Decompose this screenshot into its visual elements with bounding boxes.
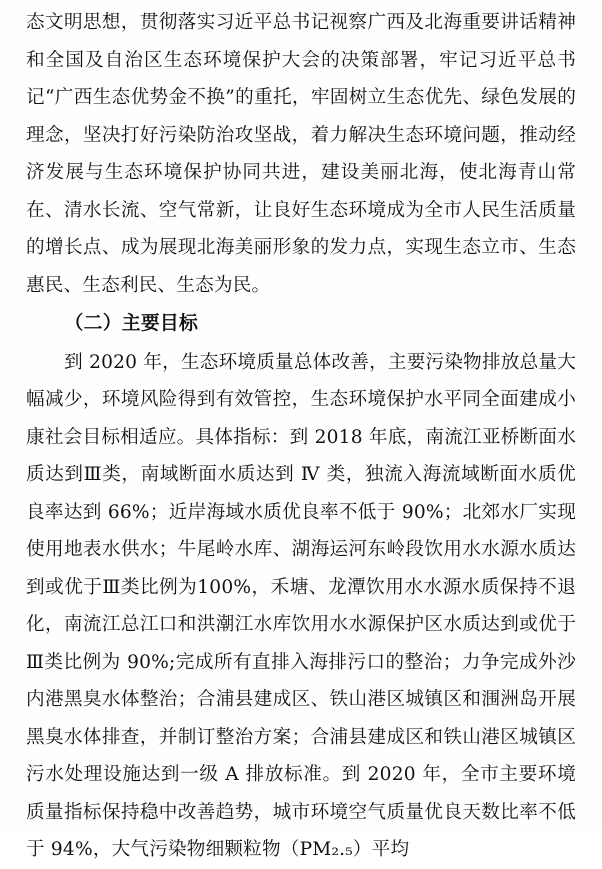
paragraph-2020-objectives: 到 2020 年，生态环境质量总体改善，主要污染物排放总量大幅减少，环境风险得到有效管控，生态环境保护水平同全面建成小康社会目标相适应。具体指标：到 2018 年底，南流江亚桥断面水质达到Ⅲ类，南域断面水质达到 Ⅳ 类，独流入海流域断面水质优良率达到 66%；近岸海域水质优良率不低于 90%；北郊水厂实现使用地表水供水；牛尾岭水库、湖海运河东岭段饮用水水源水质达到或优于Ⅲ类比例为100%，禾塘、龙潭饮用水水源水质保持不退化，南流江总江口和洪潮江水库饮用水水源保护区水质达到或优于Ⅲ类比例为 90%;完成所有直排入海排污口的整治；力争完成外沙内港黑臭水体整治；合浦县建成区、铁山港区城镇区和涠洲岛开展黑臭水体排查，并制订整治方案；合浦县建成区和铁山港区城镇区污水处理设施达到一级 A 排放标准。到 2020 年，全市主要环境质量指标保持稳中改善趋势，城市环境空气质量优良天数比率不低于 94%，大气污染物细颗粒物（PM₂.₅）平均 — [26, 351, 576, 860]
heading-main-objectives: （二）主要目标 — [64, 312, 199, 334]
paragraph-continued-ecological-civilization: 态文明思想，贯彻落实习近平总书记视察广西及北海重要讲话精神和全国及自治区生态环境保护大会的决策部署，牢记习近平总书记“广西生态优势金不换”的重托，牢固树立生态优先、绿色发展的理念，坚决打好污染防治攻坚战，着力解决生态环境问题，推动经济发展与生态环境保护协同共进，建设美丽北海，使北海青山常在、清水长流、空气常新，让良好生态环境成为全市人民生活质量的增长点、成为展现北海美丽形象的发力点，实现生态立市、生态惠民、生态利民、生态为民。 — [26, 12, 576, 296]
